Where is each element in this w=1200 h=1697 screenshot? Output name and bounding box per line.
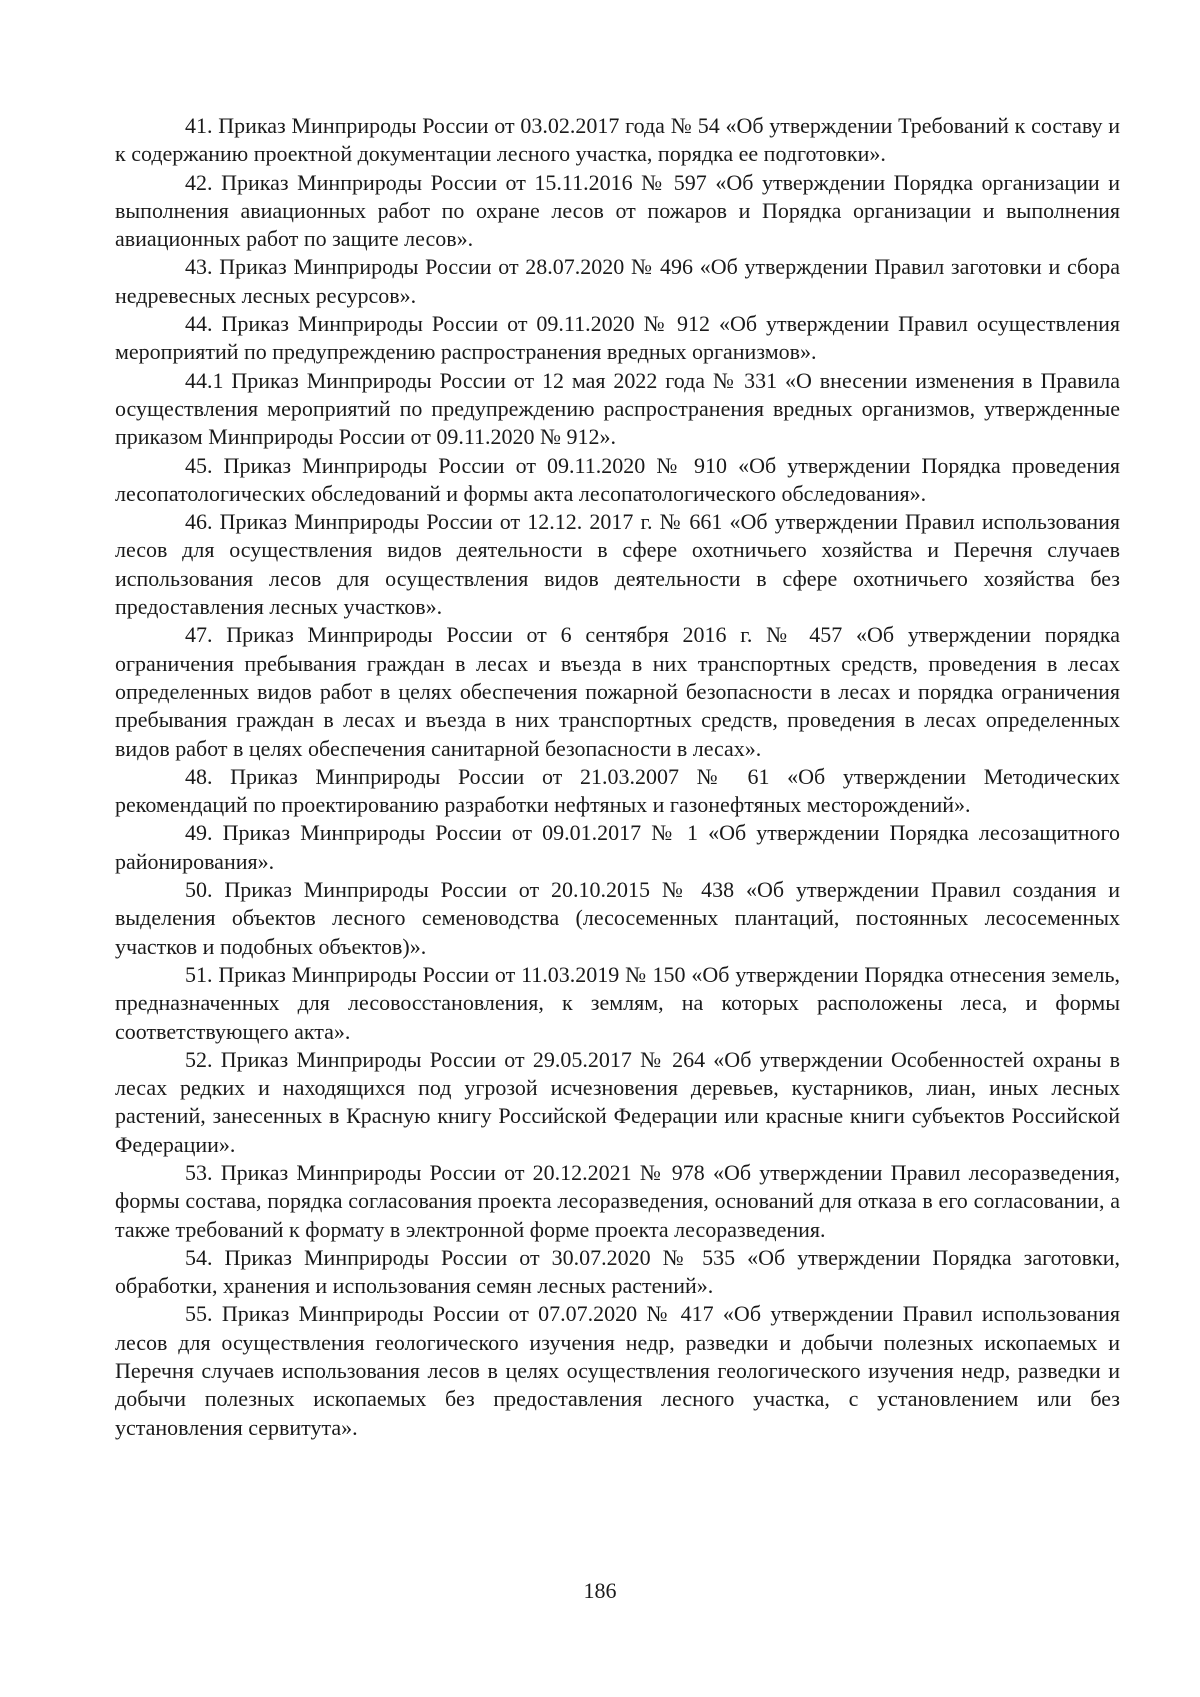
list-item-44: 44. Приказ Минприроды России от 09.11.2020 № 912 «Об утверждении Правил осуществления мероприятий по предупреждению распространения вредных организмов». [115,311,1120,365]
list-item-52: 52. Приказ Минприроды России от 29.05.2017 № 264 «Об утверждении Особенностей охраны в лесах редких и находящихся под угрозой исчезновения деревьев, кустарников, лиан, иных лесных растений, занесенных в Красную книгу Российской Федерации или красные книги субъектов Российской Федерации». [115,1046,1120,1157]
list-item-55: 55. Приказ Минприроды России от 07.07.2020 № 417 «Об утверждении Правил использования лесов для осуществления геологического изучения недр, разведки и добычи полезных ископаемых и Перечня случаев использования лесов в целях осуществления геологического изучения недр, разведки и добычи полезных ископаемых без предоставления лесного участка, с установлением или без установления сервитута». [115,1301,1120,1440]
list-item-48: 48. Приказ Минприроды России от 21.03.2007 № 61 «Об утверждении Методических рекомендаций по проектированию разработки нефтяных и газонефтяных месторождений». [115,763,1120,818]
list-item-49: 49. Приказ Минприроды России от 09.01.2017 № 1 «Об утверждении Порядка лесозащитного районирования». [115,820,1120,874]
list-item-46: 46. Приказ Минприроды России от 12.12. 2017 г. № 661 «Об утверждении Правил использования лесов для осуществления видов деятельности в сфере охотничьего хозяйства и Перечня случаев использования лесов для осуществления видов деятельности в сфере охотничьего хозяйства без предоставления лесных участков». [115,509,1120,620]
list-item-44-1: 44.1 Приказ Минприроды России от 12 мая 2022 года № 331 «О внесении изменения в Правила осуществления мероприятий по предупреждению распространения вредных организмов, утвержденные приказом Минприроды России от 09.11.2020 № 912». [115,367,1120,450]
list-item-54: 54. Приказ Минприроды России от 30.07.2020 № 535 «Об утверждении Порядка заготовки, обработки, хранения и использования семян лесных растений». [115,1244,1120,1299]
list-item-51: 51. Приказ Минприроды России от 11.03.2019 № 150 «Об утверждении Порядка отнесения земель, предназначенных для лесовосстановления, к землям, на которых расположены леса, и формы соответствующего акта». [115,961,1120,1044]
list-item-50: 50. Приказ Минприроды России от 20.10.2015 № 438 «Об утверждении Правил создания и выделения объектов лесного семеноводства (лесосеменных плантаций, постоянных лесосеменных участков и подобных объектов)». [115,877,1120,959]
list-item-53: 53. Приказ Минприроды России от 20.12.2021 № 978 «Об утверждении Правил лесоразведения, формы состава, порядка согласования проекта лесоразведения, оснований для отказа в его согласовании, а также требований к формату в электронной форме проекта лесоразведения. [115,1159,1120,1242]
list-item-42: 42. Приказ Минприроды России от 15.11.2016 № 597 «Об утверждении Порядка организации и выполнения авиационных работ по охране лесов от пожаров и Порядка организации и выполнения авиационных работ по защите лесов». [115,169,1120,252]
document-body [115,112,1120,1442]
list-item-45: 45. Приказ Минприроды России от 09.11.2020 № 910 «Об утверждении Порядка проведения лесопатологических обследований и формы акта лесопатологического обследования». [115,452,1120,506]
list-item-47: 47. Приказ Минприроды России от 6 сентября 2016 г. № 457 «Об утверждении порядка ограничения пребывания граждан в лесах и въезда в них транспортных средств, проведения в лесах определенных видов работ в целях обеспечения пожарной безопасности в лесах и порядка ограничения пребывания граждан в лесах и въезда в них транспортных средств, проведения в лесах определенных видов работ в целях обеспечения санитарной безопасности в лесах». [115,622,1120,761]
page-number: 186 [583,1578,617,1603]
list-item-43: 43. Приказ Минприроды России от 28.07.2020 № 496 «Об утверждении Правил заготовки и сбора недревесных лесных ресурсов». [115,254,1120,308]
list-item-41: 41. Приказ Минприроды России от 03.02.2017 года № 54 «Об утверждении Требований к составу и к содержанию проектной документации лесного участка, порядка ее подготовки». [115,113,1120,167]
